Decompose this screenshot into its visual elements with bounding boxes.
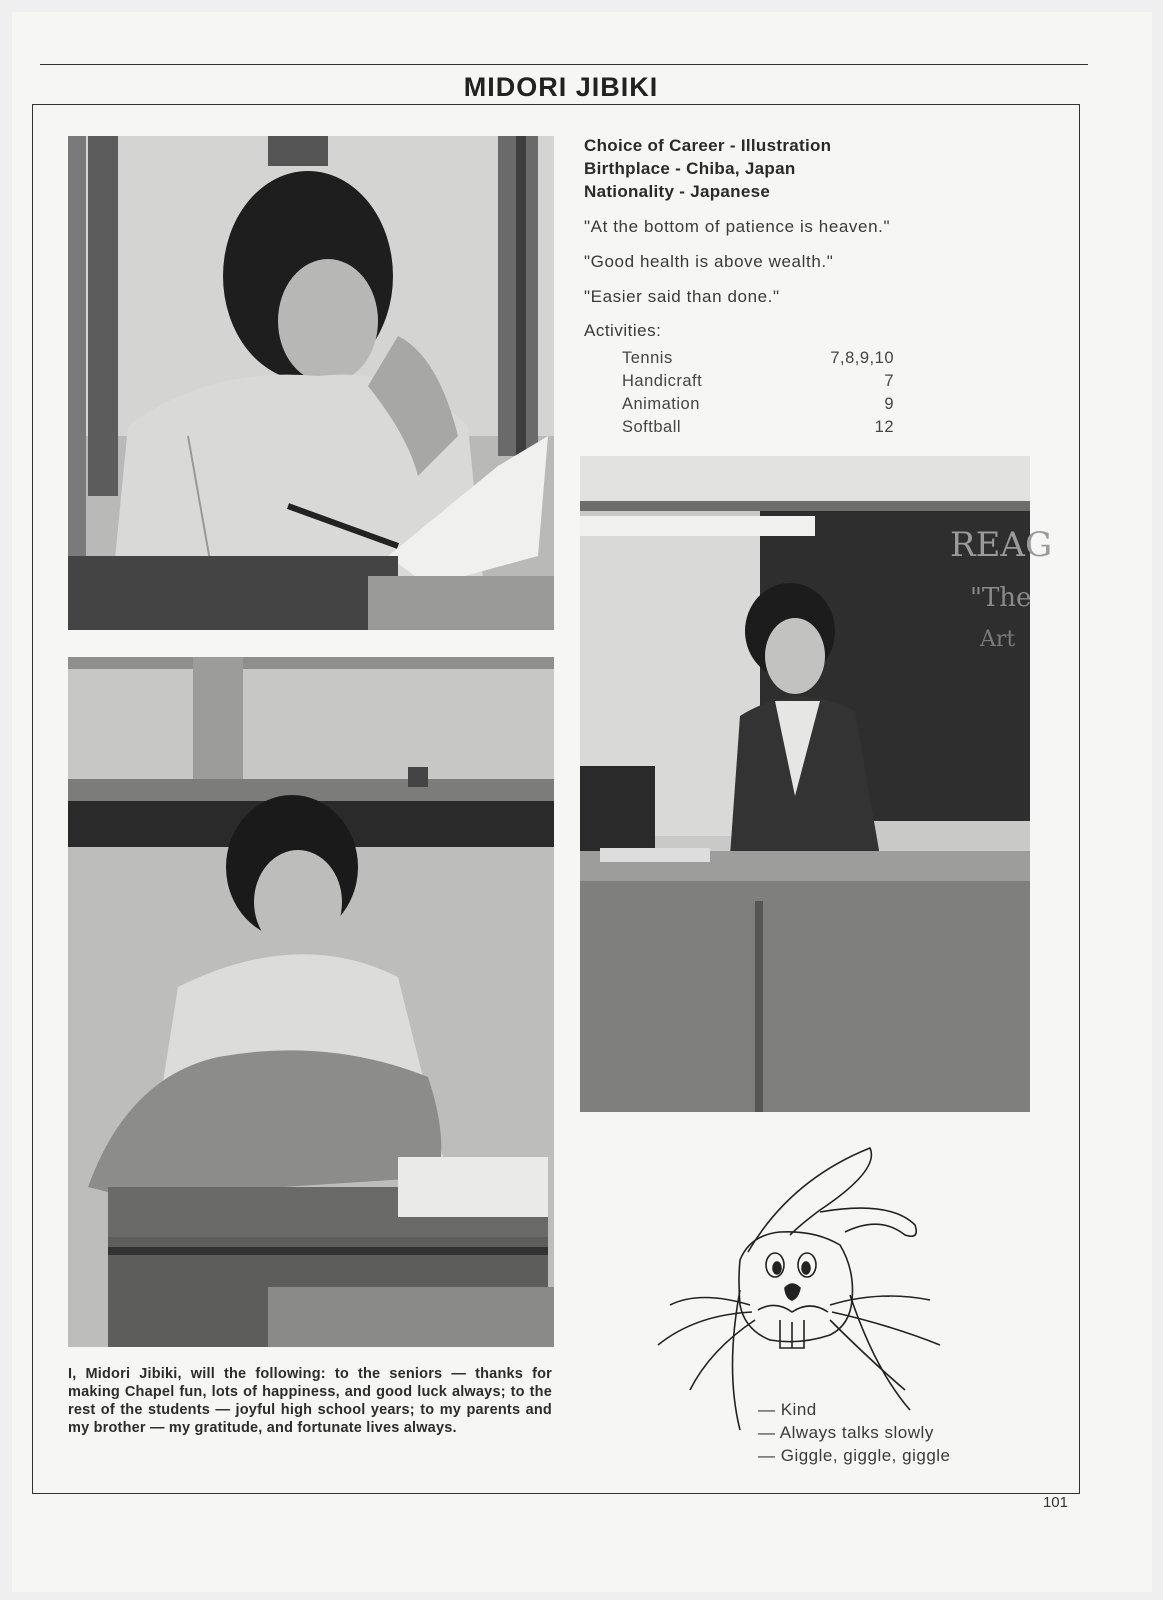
header-rule <box>40 64 1088 65</box>
activity-grades: 9 <box>884 395 894 413</box>
activities-table <box>622 347 894 439</box>
traits-list <box>758 1398 951 1467</box>
will-paragraph: I, Midori Jibiki, will the following: to the seniors — thanks for making Chapel fun, lots of happiness, and good luck always; to the rest of the students — joyful high school years; to my parents and my brother — my gratitude, and fortunate lives always. <box>68 1366 552 1436</box>
page-title: MIDORI JIBIKI <box>463 72 659 102</box>
photo-at-desk <box>68 136 554 630</box>
activity-name: Softball <box>622 418 682 436</box>
trait-item: — Giggle, giggle, giggle <box>758 1446 951 1465</box>
activity-name: Handicraft <box>622 372 703 390</box>
nationality-line: Nationality - Japanese <box>584 182 771 201</box>
profile-facts <box>584 134 1004 203</box>
page-number: 101 <box>1042 1494 1068 1511</box>
trait-item: — Always talks slowly <box>758 1423 934 1442</box>
birthplace-line: Birthplace - Chiba, Japan <box>584 159 796 178</box>
activity-name: Tennis <box>622 349 673 367</box>
activity-row <box>622 347 894 370</box>
activity-grades: 7 <box>884 372 894 390</box>
activity-row <box>622 393 894 416</box>
quote: "At the bottom of patience is heaven." <box>584 217 891 236</box>
quote: "Good health is above wealth." <box>584 252 834 271</box>
chalkboard-text-2: "The <box>970 583 1032 613</box>
career-line: Choice of Career - Illustration <box>584 136 832 155</box>
quote: "Easier said than done." <box>584 287 780 306</box>
activity-grades: 7,8,9,10 <box>830 349 894 367</box>
activity-row <box>622 416 894 439</box>
photo-sewing <box>68 657 554 1347</box>
activity-row <box>622 370 894 393</box>
chalkboard-text-3: Art <box>980 627 1016 652</box>
activity-grades: 12 <box>874 418 894 436</box>
trait-item: — Kind <box>758 1400 817 1419</box>
chalkboard-text-1: REAG <box>950 525 1053 565</box>
photo-chalkboard <box>580 456 1053 1112</box>
profile-info <box>584 134 1004 439</box>
activity-name: Animation <box>622 395 700 413</box>
activities-label: Activities: <box>584 321 662 340</box>
